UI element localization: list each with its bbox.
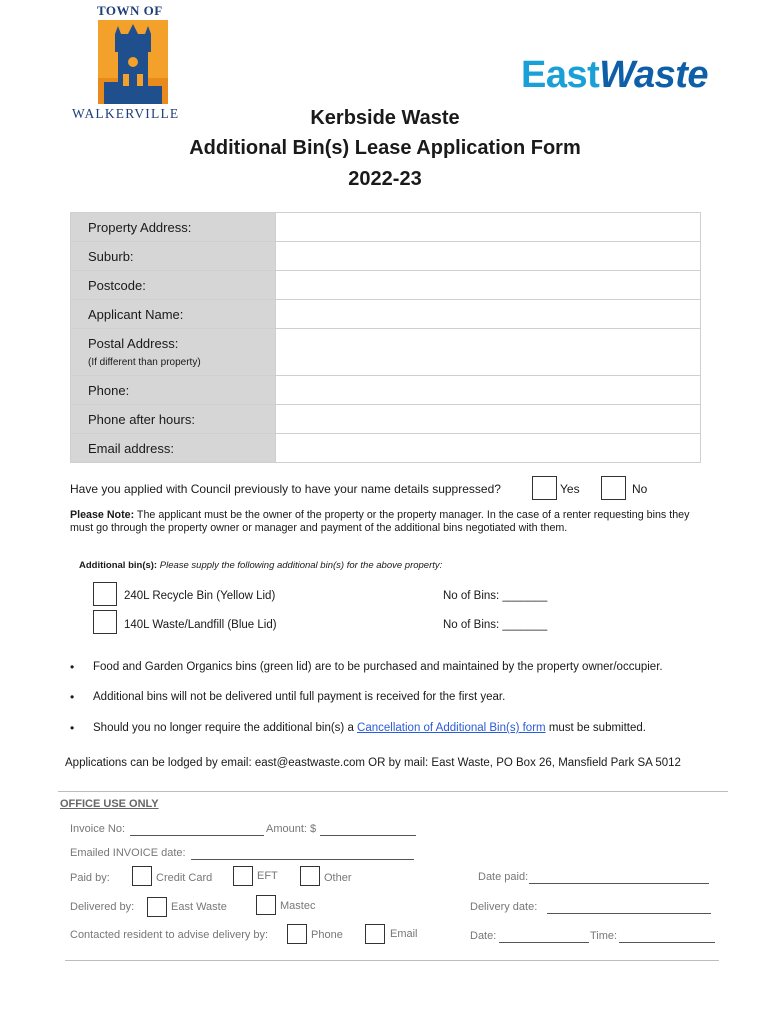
date-paid-label: Date paid: [478,871,529,883]
invoice-no-label: Invoice No: [70,823,126,835]
phone-after-hours-label: Phone after hours: [71,405,276,434]
suburb-field[interactable] [276,242,701,271]
phone-field[interactable] [276,376,701,405]
eft-label: EFT [257,870,278,882]
contacted-resident-label: Contacted resident to advise delivery by: [70,929,269,941]
postal-address-label [71,329,276,376]
email-address-field[interactable] [276,434,701,463]
additional-bins-intro [79,560,442,571]
lodge-instructions: Applications can be lodged by email: east@eastwaste.com OR by mail: East Waste, PO Box 26, Mansfield Park SA 5012 [65,757,681,769]
phone-label: Phone: [71,376,276,405]
suppressed-question: Have you applied with Council previously to have your name details suppressed? [70,482,501,496]
email-option-label: Email [390,928,418,940]
applicant-name-label: Applicant Name: [71,300,276,329]
applicant-name-field[interactable] [276,300,701,329]
postal-address-text: Postal Address: [88,336,179,351]
amount-label: Amount: $ [266,823,317,835]
no-label: No [632,482,648,496]
recycle-bin-label: 240L Recycle Bin (Yellow Lid) [124,590,276,602]
email-address-label: Email address: [71,434,276,463]
amount-field[interactable] [320,823,416,836]
eastwaste-logo-waste: Waste [599,54,709,96]
waste-bin-checkbox[interactable] [93,610,117,634]
emailed-invoice-field[interactable] [191,847,414,860]
no-checkbox[interactable] [601,476,626,500]
date-paid-field[interactable] [529,871,709,884]
bullet-cancellation [93,722,646,734]
delivery-date-label: Delivery date: [470,901,538,913]
additional-bins-text: Please supply the following additional bin(s) for the above property: [157,560,443,571]
property-address-label: Property Address: [71,213,276,242]
eastwaste-logo [521,54,708,97]
please-note-text: The applicant must be the owner of the property or the property manager. In the case of a renter requesting bins they must go through the property owner or manager and payment of the additional bins negotiated with them. [70,509,690,534]
eft-checkbox[interactable] [233,866,253,886]
bullet-dot: • [70,660,75,674]
eastwaste-logo-east: East [521,54,600,96]
applicant-details-table [70,212,701,463]
credit-card-checkbox[interactable] [132,866,152,886]
bullet-payment: Additional bins will not be delivered until full payment is received for the first year. [93,691,506,703]
east-waste-label: East Waste [171,901,227,913]
postal-address-subtext: (If different than property) [88,357,201,368]
phone-after-hours-field[interactable] [276,405,701,434]
delivery-date-field[interactable] [547,901,711,914]
divider [58,791,728,792]
recycle-bin-checkbox[interactable] [93,582,117,606]
postcode-field[interactable] [276,271,701,300]
mastec-label: Mastec [280,900,316,912]
bullet-dot: • [70,721,75,735]
bullet-organics: Food and Garden Organics bins (green lid) are to be purchased and maintained by the property owner/occupier. [93,661,663,673]
cancellation-form-link[interactable]: Cancellation of Additional Bin(s) form [357,722,546,734]
yes-label: Yes [560,482,580,496]
mastec-checkbox[interactable] [256,895,276,915]
bullet-cancellation-post: must be submitted. [545,722,646,734]
waste-bin-label: 140L Waste/Landfill (Blue Lid) [124,619,277,631]
email-checkbox[interactable] [365,924,385,944]
paid-by-label: Paid by: [70,872,110,884]
bullet-dot: • [70,690,75,704]
recycle-bin-count: No of Bins: _______ [443,590,548,602]
invoice-no-field[interactable] [130,823,264,836]
property-address-field[interactable] [276,213,701,242]
date-label: Date: [470,930,497,942]
office-use-heading: OFFICE USE ONLY [60,798,159,810]
please-note-label: Please Note: [70,509,135,521]
phone-checkbox[interactable] [287,924,307,944]
walkerville-text: WALKERVILLE [72,106,180,121]
emailed-invoice-label: Emailed INVOICE date: [70,847,186,859]
suburb-label: Suburb: [71,242,276,271]
postcode-label: Postcode: [71,271,276,300]
phone-option-label: Phone [311,929,343,941]
title-line-2: Additional Bin(s) Lease Application Form [189,137,581,159]
east-waste-checkbox[interactable] [147,897,167,917]
town-of-text: TOWN OF [97,3,163,18]
walkerville-crest-logo [98,20,168,104]
please-note [70,509,700,535]
postal-address-field[interactable] [276,329,701,376]
credit-card-label: Credit Card [156,872,213,884]
time-label: Time: [590,930,618,942]
waste-bin-count: No of Bins: _______ [443,619,548,631]
time-field[interactable] [619,930,715,943]
other-label: Other [324,872,352,884]
delivered-by-label: Delivered by: [70,901,135,913]
title-line-1: Kerbside Waste [310,107,460,129]
date-field[interactable] [499,930,589,943]
other-checkbox[interactable] [300,866,320,886]
bottom-divider [65,960,719,961]
additional-bins-label: Additional bin(s): [79,560,158,571]
title-line-3: 2022-23 [348,168,422,190]
yes-checkbox[interactable] [532,476,557,500]
bullet-cancellation-pre: Should you no longer require the additional bin(s) a [93,722,358,734]
